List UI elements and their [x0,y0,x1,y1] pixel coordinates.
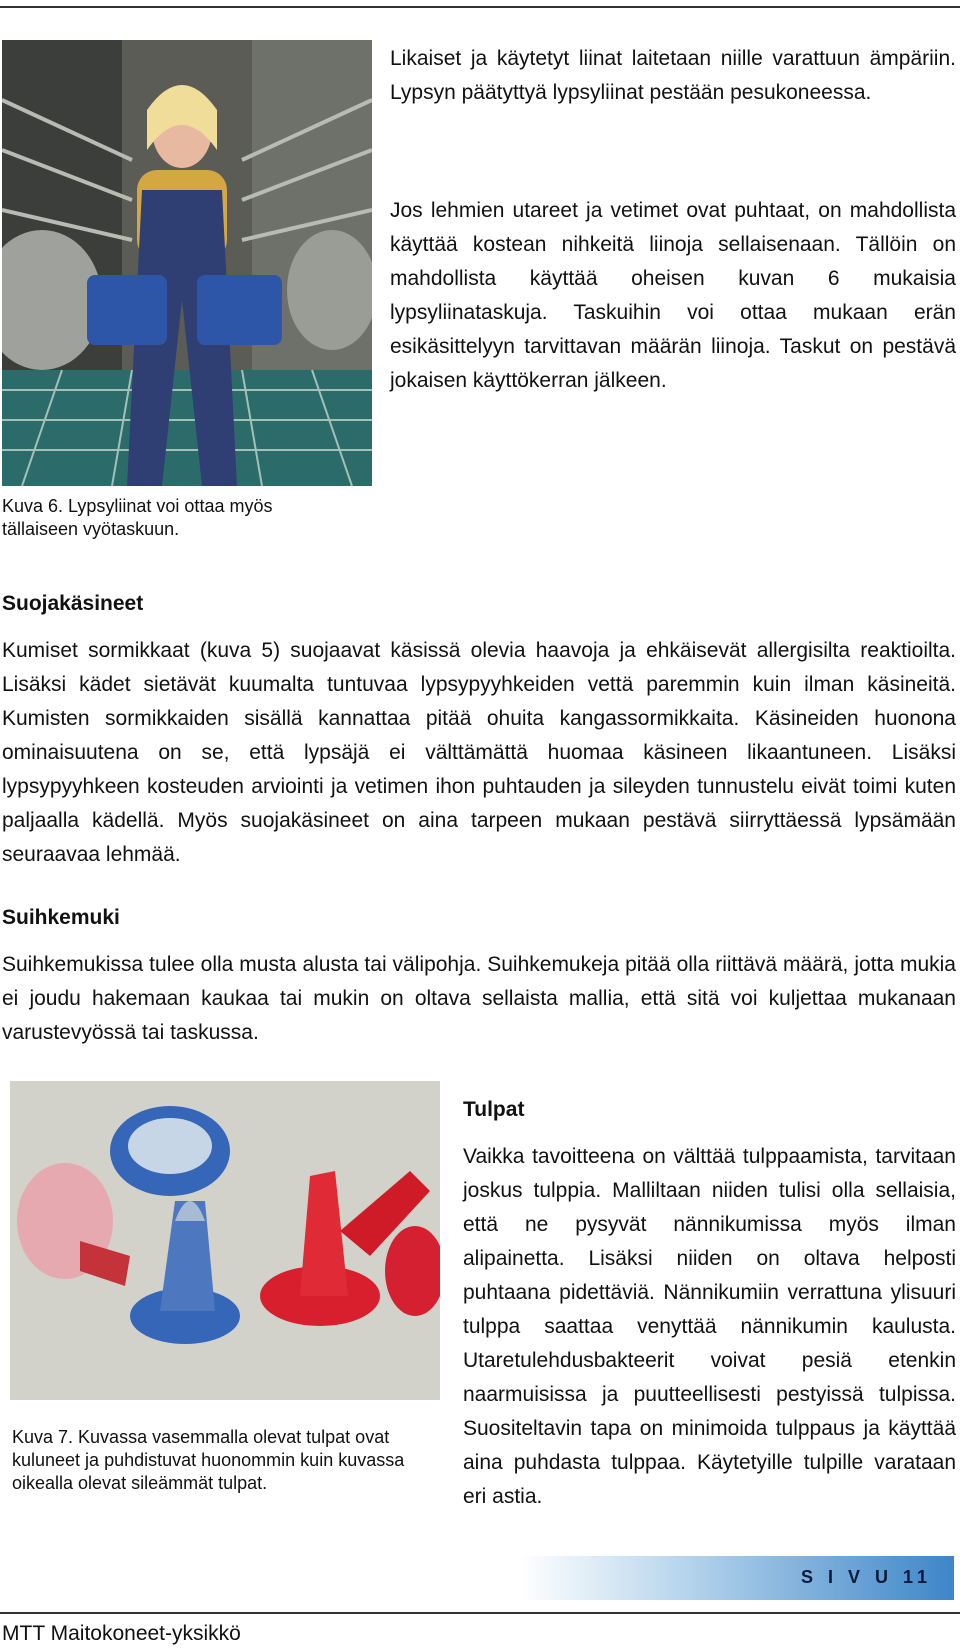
heading-suojakasineet: Suojakäsineet [2,592,144,615]
heading-tulpat: Tulpat [463,1098,525,1121]
page-number: S I V U 11 [800,1567,932,1587]
footer-organization: MTT Maitokoneet-yksikkö [2,1622,241,1645]
photo-milker-with-towel-pocket [2,40,372,486]
suojakasineet-body: Kumiset sormikkaat (kuva 5) suojaavat käsissä olevia haavoja ja ehkäisevät allergisilta reaktioilta. Lisäksi kädet sietävät kuumalta tuntuvaa lypsypyyhkeiden vettä paremmin kuin ilman käsineitä. Kumisten sormikkaiden sisällä kannattaa pitää ohuita kangassormikkaita. Käsineiden huonona ominaisuutena on se, että lypsäjä ei välttämättä huomaa käsineen likaantuneen. Lisäksi lypsypyyhkeen kosteuden arviointi ja vetimen ihon puhtauden ja sileyden tunnustelu eivät toimi kuten paljaalla kädellä. Myös suojakäsineet on aina tarpeen mukaan pestävä siirryttäessä lypsämään seuraavaa lehmää. [2,639,956,866]
intro-paragraph-2: Jos lehmien utareet ja vetimet ovat puhtaat, on mahdollista käyttää kostean nihkeitä liinoja sellaisenaan. Tällöin on mahdollista käyttää oheisen kuvan 6 mukaisia lypsyliinataskuja. Taskuihin voi ottaa mukaan erän esikäsittelyyn tarvittavan määrän liinoja. Taskut on pestävä jokaisen käyttökerran jälkeen. [390,199,956,392]
tulpat-body: Vaikka tavoitteena on välttää tulppaamista, tarvitaan joskus tulppia. Malliltaan niiden tulisi olla sellaisia, että ne pysyvät nännikumissa myös ilman alipainetta. Lisäksi niiden on oltava helposti puhtaana pidettäviä. Nännikumiin verrattuna ylisuuri tulppa saattaa venyttää nännikumin kaulusta. Utaretulehdusbakteerit voivat pesiä etenkin naarmuisissa ja puutteellisesti pestyissä tulpissa. Suositeltavin tapa on minimoida tulppaus ja käyttää aina puhdasta tulppaa. Käytetyille tulpille varataan eri astia. [463,1145,956,1508]
figure-7-caption: Kuva 7. Kuvassa vasemmalla olevat tulpat ovat kuluneet ja puhdistuvat huonommin kuin kuvassa oikealla olevat sileämmät tulpat. [12,1427,405,1493]
figure-6-caption: Kuva 6. Lypsyliinat voi ottaa myös tällaiseen vyötaskuun. [2,496,273,539]
bottom-rule [0,1612,960,1614]
intro-paragraph-1: Likaiset ja käytetyt liinat laitetaan niille varattuun ämpäriin. Lypsyn päätyttyä lypsyliinat pestään pesukoneessa. [390,47,956,104]
photo-teat-plugs [10,1081,440,1400]
top-rule [0,6,960,8]
heading-suihkemuki: Suihkemuki [2,906,120,929]
suihkemuki-body: Suihkemukissa tulee olla musta alusta tai välipohja. Suihkemukeja pitää olla riittävä määrä, jotta mukia ei joudu hakemaan kaukaa tai mukin on oltava sellaista mallia, että sitä voi kuljettaa mukanaan varustevyössä tai taskussa. [2,953,956,1044]
